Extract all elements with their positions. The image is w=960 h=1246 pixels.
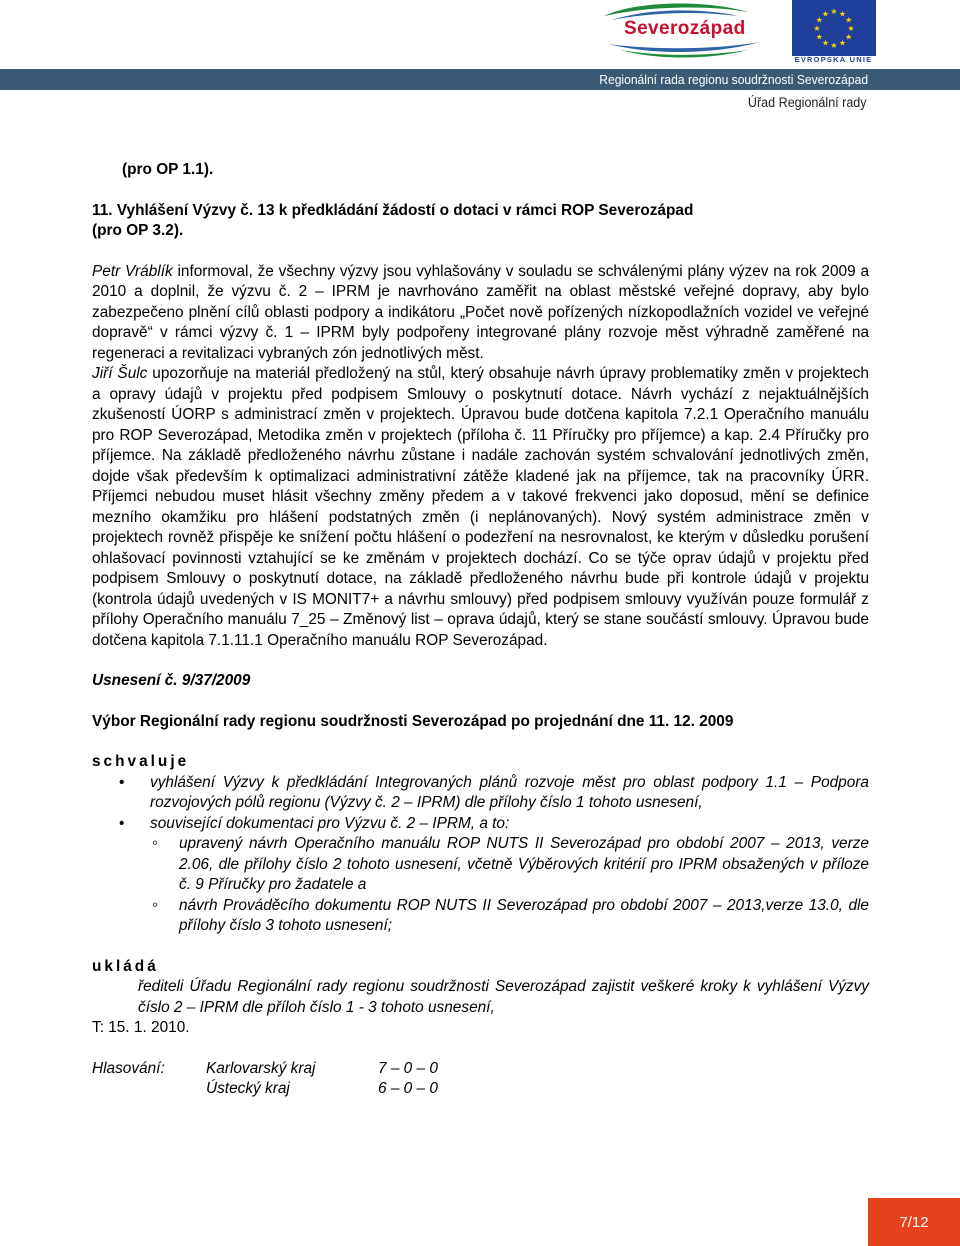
eu-star-icon: ★ [815,15,823,25]
paragraph-sulc-text: upozorňuje na materiál předložený na stůl, který obsahuje návrh úpravy problematiky změn v projektech a opravy údajů v projektu před podpisem Smlouvy o poskytnutí dotace. Návrh vychází z nejaktuálnějších zkušeností ÚORP s administrací změn v projektech. Úpravou bude dotčena kapitola 7.2.1 Operačního manuálu pro ROP Severozápad, Metodika změn v projektech (příloha č. 11 Příručky pro příjemce) a kap. 2.4 Příručky pro příjemce. Na základě předloženého návrhu zůstane i nadále zachován systém schvalování jednotlivých změn, dojde však především k optimalizaci administrativní zátěže kladené jak na příjemce, tak na pracovníky ÚRR. Příjemci nebudou muset hlásit všechny změny předem a v takové frekvenci jako doposud, mění se definice mezního okamžiku pro hlášení podstatných změn (i neplánovaných). Nový systém administrace změn v projektech rovněž přispěje ke snížení počtu hlášení o podezření na nesrovnalost, ke kterým v důsledku porušení ohlašovací povinnosti vztahující se ke změnám v projektech dochází. Co se týče oprav údajů v projektu před podpisem Smlouvy o poskytnutí dotace, na základě předloženého návrhu bude při kontrole údajů v projektu (kontrola údajů uvedených v IS MONIT7+ a návrhu smlouvy) před podpisem smlouvy využíván pouze formulář z přílohy Operačního manuálu 7_25 – Změnový list – oprava údajů, který se stane součástí smlouvy. Úpravou bude dotčena kapitola 7.1.11.1 Operačního manuálu ROP Severozápad. [92,365,869,649]
approval-sublist [92,834,869,937]
eu-star-icon: ★ [845,15,853,25]
vote-row-ustecky [92,1079,869,1100]
approval-subitem-2: ◦ návrh Prováděcího dokumentu ROP NUTS II Severozápad pro období 2007 – 2013,verze 13.0, dle přílohy číslo 3 tohoto usnesení; [92,896,869,937]
eu-flag-logo [791,0,876,66]
eu-star-icon: ★ [821,9,830,19]
logo-wordmark: Severozápad [624,18,746,39]
severozapad-logo [598,2,770,62]
paragraph-sulc [92,364,869,651]
page-number: 7/12 [868,1198,960,1246]
eu-star-icon: ★ [847,24,855,33]
eu-stars-icon [792,0,876,56]
eu-star-icon: ★ [845,32,853,42]
eu-star-icon: ★ [830,41,838,50]
vote-result: 7 – 0 – 0 [378,1059,438,1077]
document-body [92,160,869,1100]
vote-row-karlovarsky [92,1059,869,1080]
item10-tail: (pro OP 1.1). [122,161,214,178]
eu-flag [792,0,876,56]
eu-star-icon: ★ [838,38,847,48]
eu-star-icon: ★ [830,7,838,16]
item11-heading-tail: (pro OP 3.2). [92,222,184,239]
eu-star-icon: ★ [821,38,830,48]
orders-label: ukládá [92,957,159,975]
paragraph-vrablik [92,262,869,365]
eu-star-icon: ★ [815,32,823,42]
vote-region: Karlovarský kraj [206,1059,316,1077]
office-name: Úřad Regionální rady [748,95,867,110]
paragraph-vrablik-text: informoval, že všechny výzvy jsou vyhlašovány v souladu se schválenými plány výzev na rok 2009 a 2010 a doplnil, že výzvu č. 2 – IPRM je navrhováno zaměřit na oblast městské veřejné dopravy, aby bylo zabezpečeno plnění cílů oblasti podpory a indikátoru „Počet nově pořízených nízkopodlažních vozidel ve veřejné dopravě“ v rámci výzvy č. 1 – IPRM byly podpořeny integrované plány rozvoje měst výhradně zaměřené na regeneraci a revitalizaci vybraných zón jednotlivých měst. [92,262,870,362]
speaker-sulc: Jiří Šulc [92,365,148,382]
committee-line: Výbor Regionální rady regionu soudržnosti Severozápad po projednání dne 11. 12. 2009 [92,712,734,730]
deadline: T: 15. 1. 2010. [92,1019,190,1036]
approval-subitem-1: ◦ upravený návrh Operačního manuálu ROP NUTS II Severozápad pro období 2007 – 2013, verze 2.06, dle přílohy číslo 2 tohoto usnesení, včetně Výběrových kritérií pro IPRM obsažených v příloze č. 9 Příručky pro žadatele a [92,834,869,896]
voting-label: Hlasování: [92,1059,165,1077]
vote-result: 6 – 0 – 0 [378,1080,438,1097]
orders-text: řediteli Úřadu Regionální rady regionu soudržnosti Severozápad zajistit veškeré kroky k vyhlášení Výzvy číslo 2 – IPRM dle příloh číslo 1 - 3 tohoto usnesení, [138,978,869,1016]
vote-region: Ústecký kraj [206,1080,290,1097]
eu-label: EVROPSKÁ UNIE [794,55,873,64]
approves-label: schvaluje [92,753,190,770]
eu-star-icon: ★ [838,9,847,19]
eu-star-icon: ★ [813,24,821,33]
item11-heading: 11. Vyhlášení Výzvy č. 13 k předkládání žádostí o dotaci v rámci ROP Severozápad [92,201,694,219]
approval-item-2: • související dokumentaci pro Výzvu č. 2 – IPRM, a to: [92,814,869,835]
header-bar [0,69,960,90]
header-bar-title: Regionální rada regionu soudržnosti Severozápad [599,72,868,87]
approval-list [92,773,869,835]
approval-item-1: • vyhlášení Výzvy k předkládání Integrovaných plánů rozvoje měst pro oblast podpory 1.1 – Podpora rozvojových pólů regionu (Výzvy č. 2 – IPRM) dle přílohy číslo 1 tohoto usnesení, [92,773,869,814]
resolution-number: Usnesení č. 9/37/2009 [92,672,251,689]
speaker-vrablik: Petr Vráblík [92,262,173,280]
